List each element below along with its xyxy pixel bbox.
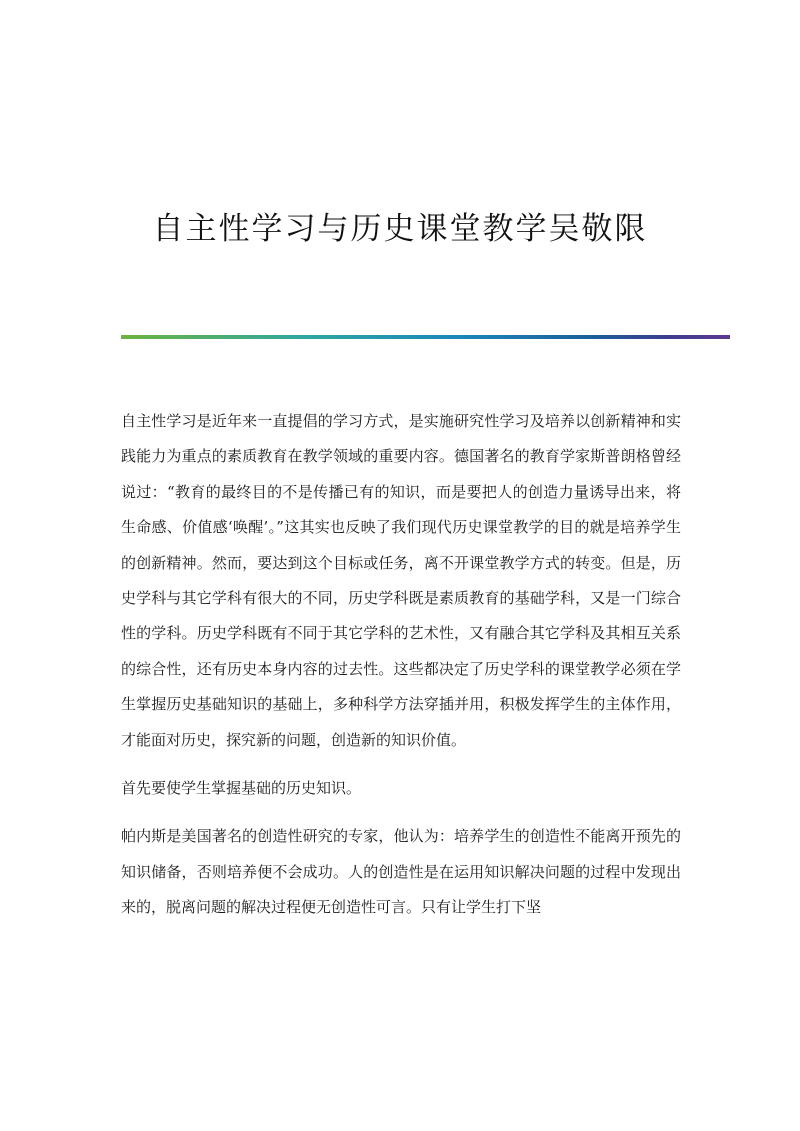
paragraph: 首先要使学生掌握基础的历史知识。 [121,779,362,798]
title-divider [121,335,730,339]
document-title: 自主性学习与历史课堂教学吴敬限 [152,210,648,247]
paragraph: 帕内斯是美国著名的创造性研究的专家，他认为：培养学生的创造性不能离开预先的知识储备，否则培养便不会成功。人的创造性是在运用知识解决问题的过程中发现出来的，脱离问题的解决过程便无创造性可言。只有让学生打下坚 [121,827,681,917]
paragraph: 自主性学习是近年来一直提倡的学习方式，是实施研究性学习及培养以创新精神和实践能力为重点的素质教育在教学领域的重要内容。德国著名的教育学家斯普朗格曾经说过：“教育的最终目的不是传播已有的知识，而是要把人的创造力量诱导出来，将生命感、价值感‘唤醒’。”这其实也反映了我们现代历史课堂教学的目的就是培养学生的创新精神。然而，要达到这个目标或任务，离不开课堂教学方式的转变。但是，历史学科与其它学科有很大的不同，历史学科既是素质教育的基础学科，又是一门综合性的学科。历史学科既有不同于其它学科的艺术性，又有融合其它学科及其相互关系的综合性，还有历史本身内容的过去性。这些都决定了历史学科的课堂教学必须在学生掌握历史基础知识的基础上，多种科学方法穿插并用，积极发挥学生的主体作用，才能面对历史，探究新的问题，创造新的知识价值。 [121,412,681,749]
document-body [121,404,681,939]
